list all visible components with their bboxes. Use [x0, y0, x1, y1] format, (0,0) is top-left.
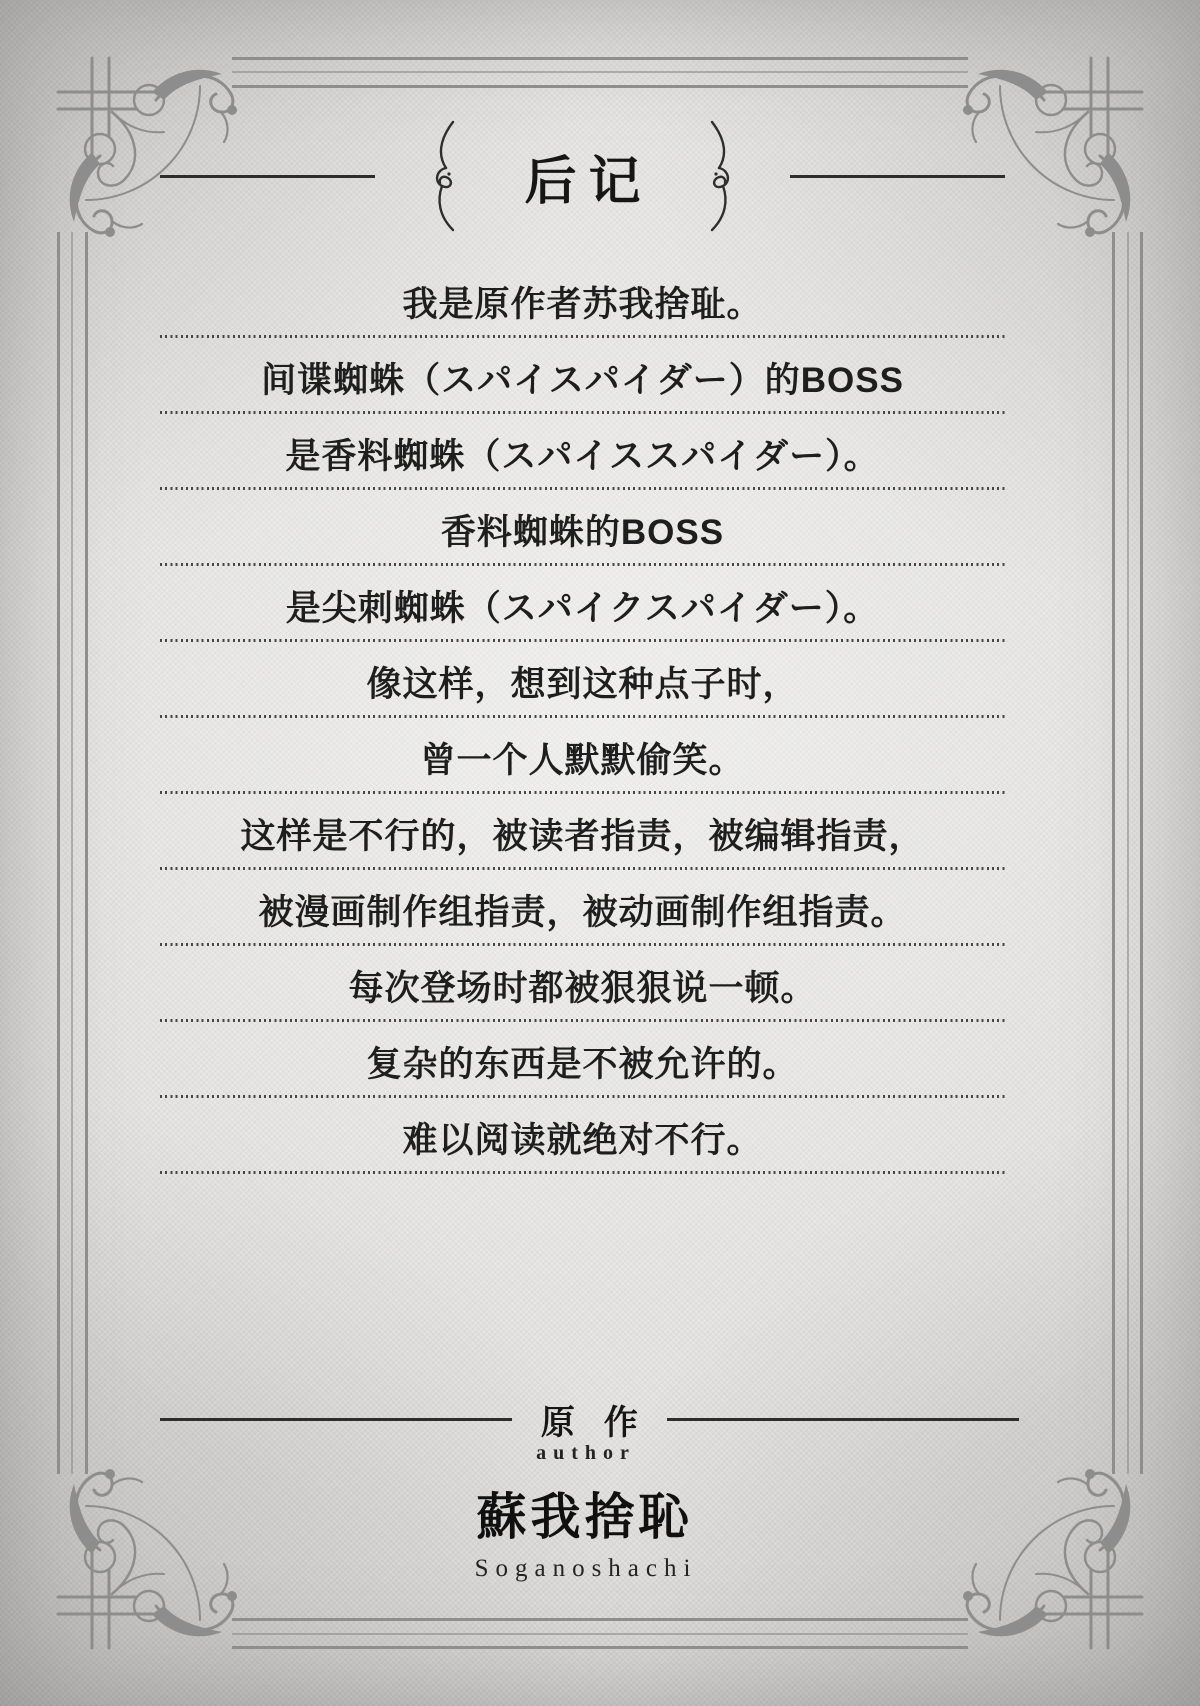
afterword-row	[160, 283, 1005, 338]
author-name-romaji: Soganoshachi	[474, 1555, 698, 1582]
author-credit	[160, 1396, 1005, 1583]
dotted-rule	[160, 943, 1005, 946]
afterword-line: 像这样，想到这种点子时，	[366, 665, 799, 704]
afterword-row	[160, 815, 1005, 870]
afterword-text	[160, 283, 1005, 1195]
flourish-right-icon	[706, 118, 736, 234]
credit-role-en: author	[536, 1442, 636, 1464]
dotted-rule	[160, 563, 1005, 566]
afterword-row	[160, 511, 1005, 566]
title-rule-left	[160, 175, 375, 178]
afterword-line: 难以阅读就绝对不行。	[402, 1121, 763, 1160]
dotted-rule	[160, 791, 1005, 794]
dotted-rule	[160, 1095, 1005, 1098]
afterword-line: 每次登场时都被狠狠说一顿。	[348, 969, 817, 1008]
afterword-row	[160, 891, 1005, 946]
afterword-row	[160, 587, 1005, 642]
afterword-row	[160, 359, 1005, 414]
afterword-line: 曾一个人默默偷笑。	[420, 741, 745, 780]
dotted-rule	[160, 411, 1005, 414]
afterword-line: 我是原作者苏我捨耻。	[402, 285, 763, 324]
credit-rule-right	[667, 1418, 1019, 1421]
dotted-rule	[160, 715, 1005, 718]
author-name: 蘇我捨恥	[476, 1489, 693, 1545]
dotted-rule	[160, 639, 1005, 642]
flourish-left-icon	[429, 118, 459, 234]
page-title: 后记	[524, 152, 653, 211]
title-row	[160, 118, 1005, 234]
afterword-line: 被漫画制作组指责，被动画制作组指责。	[258, 893, 907, 932]
afterword-row	[160, 435, 1005, 490]
title-rule-right	[790, 175, 1005, 178]
afterword-line: 间谍蜘蛛（スパイスパイダー）的BOSS	[261, 361, 904, 400]
afterword-line: 是香料蜘蛛（スパイススパイダー）。	[285, 437, 880, 476]
credit-role: 原作	[540, 1404, 667, 1442]
afterword-row	[160, 1119, 1005, 1174]
afterword-line: 这样是不行的，被读者指责，被编辑指责，	[240, 817, 925, 856]
afterword-line: 是尖刺蜘蛛（スパイクスパイダー）。	[285, 589, 880, 628]
afterword-row	[160, 1043, 1005, 1098]
dotted-rule	[160, 867, 1005, 870]
dotted-rule	[160, 1171, 1005, 1174]
afterword-row	[160, 967, 1005, 1022]
credit-rule-left	[160, 1418, 512, 1421]
dotted-rule	[160, 487, 1005, 490]
afterword-row	[160, 739, 1005, 794]
dotted-rule	[160, 1019, 1005, 1022]
credit-divider	[160, 1396, 1005, 1442]
afterword-line: 复杂的东西是不被允许的。	[366, 1045, 799, 1084]
dotted-rule	[160, 335, 1005, 338]
afterword-row	[160, 663, 1005, 718]
afterword-line: 香料蜘蛛的BOSS	[440, 513, 725, 552]
